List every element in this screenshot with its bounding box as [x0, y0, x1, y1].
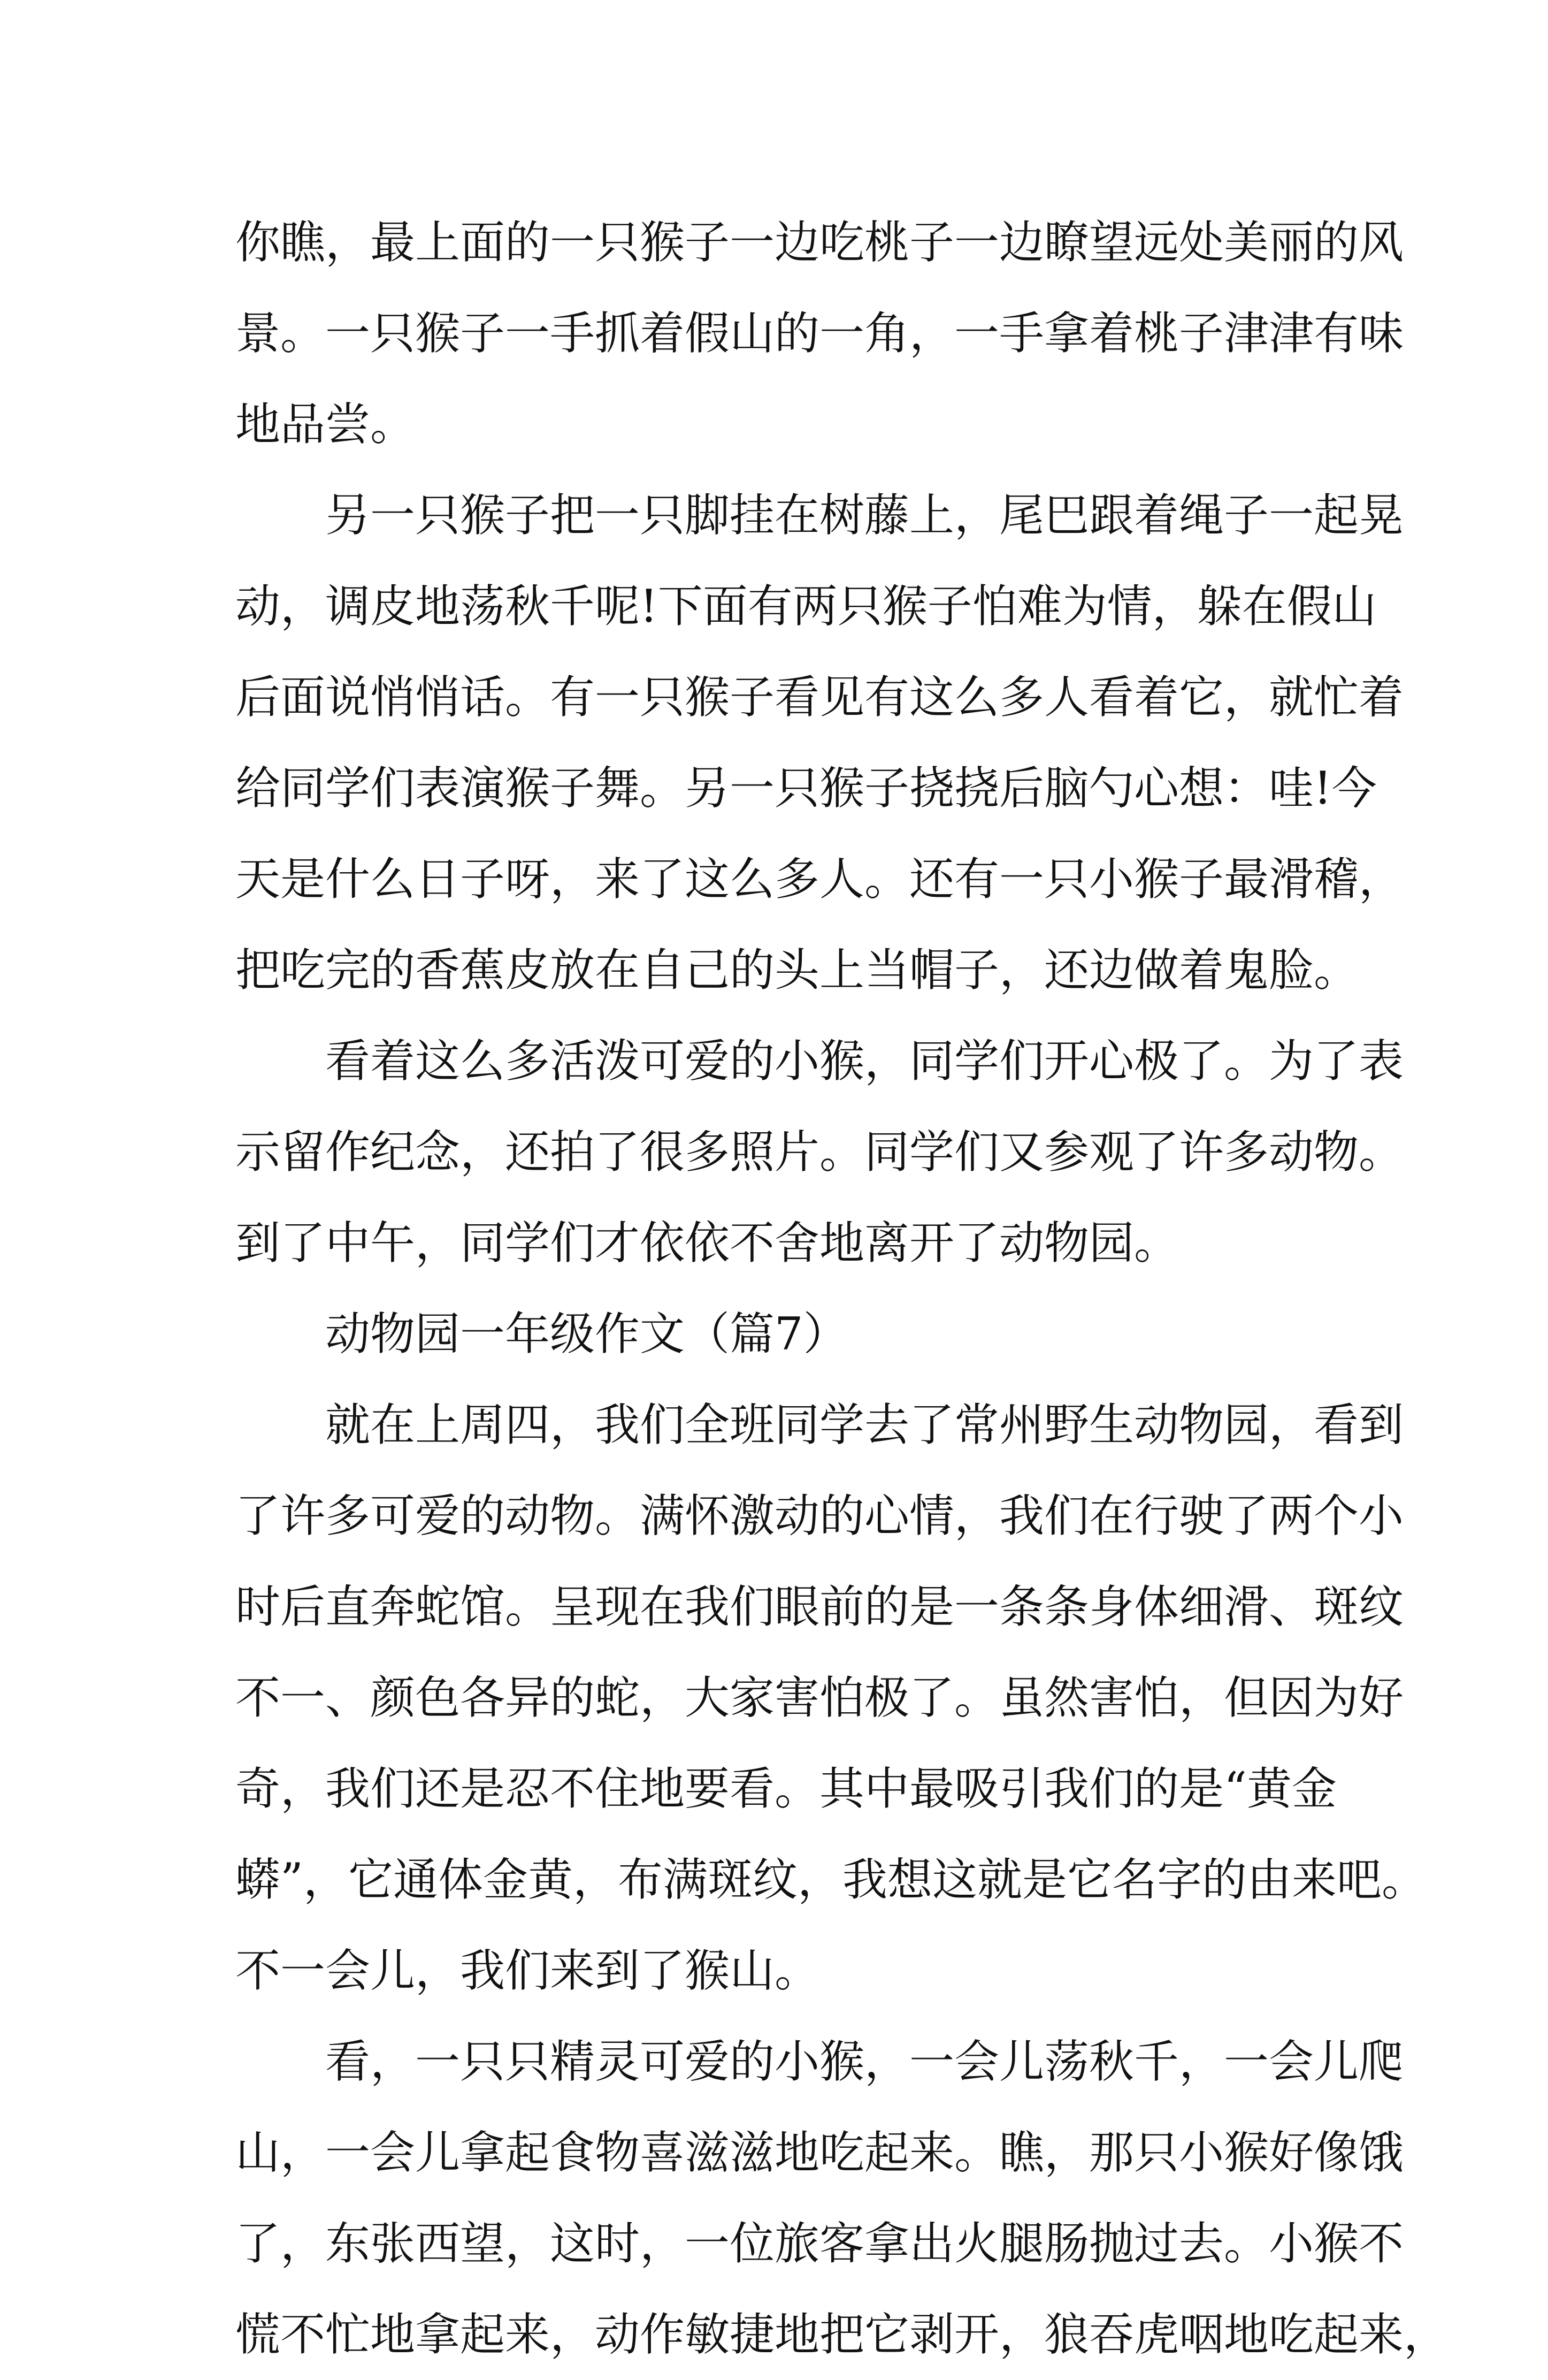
text-line: 你瞧，最上面的一只猴子一边吃桃子一边瞭望远处美丽的风 — [235, 216, 1404, 269]
text-line: 后面说悄悄话。有一只猴子看见有这么多人看着它，就忙着 — [235, 671, 1404, 723]
text-line: 把吃完的香蕉皮放在自己的头上当帽子，还边做着鬼脸。 — [235, 944, 1359, 996]
text-line: 地品尝。 — [235, 398, 416, 451]
paragraph — [235, 1016, 1404, 1288]
paragraph — [235, 470, 1404, 1016]
text-line: 奇，我们还是忍不住地要看。其中最吸引我们的是“黄金 — [235, 1763, 1337, 1815]
text-line: 动，调皮地荡秋千呢!下面有两只猴子怕难为情，躲在假山 — [235, 580, 1377, 632]
text-line: 到了中午，同学们才依依不舍地离开了动物园。 — [235, 1217, 1179, 1269]
text-line: 时后直奔蛇馆。呈现在我们眼前的是一条条身体细滑、斑纹 — [235, 1581, 1404, 1633]
text-line: 看着这么多活泼可爱的小猴，同学们开心极了。为了表 — [325, 1035, 1404, 1087]
text-line: 慌不忙地拿起来，动作敏捷地把它剥开，狼吞虎咽地吃起来， — [235, 2308, 1449, 2361]
text-line: 景。一只猴子一手抓着假山的一角，一手拿着桃子津津有味 — [235, 307, 1404, 360]
text-line: 示留作纪念，还拍了很多照片。同学们又参观了许多动物。 — [235, 1126, 1404, 1178]
text-line: 了许多可爱的动物。满怀激动的心情，我们在行驶了两个小 — [235, 1490, 1404, 1542]
text-line: 给同学们表演猴子舞。另一只猴子挠挠后脑勺心想：哇!今 — [235, 762, 1377, 814]
text-line: 不一、颜色各异的蛇，大家害怕极了。虽然害怕，但因为好 — [235, 1672, 1404, 1724]
text-line: 山，一会儿拿起食物喜滋滋地吃起来。瞧，那只小猴好像饿 — [235, 2126, 1404, 2179]
text-line: 天是什么日子呀，来了这么多人。还有一只小猴子最滑稽， — [235, 853, 1404, 905]
paragraph — [235, 1379, 1427, 2016]
text-line: 蟒”，它通体金黄，布满斑纹，我想这就是它名字的由来吧。 — [235, 1853, 1427, 1906]
paragraph — [235, 2016, 1449, 2380]
document-page — [235, 197, 1449, 2380]
text-line: 不一会儿，我们来到了猴山。 — [235, 1944, 820, 1997]
paragraph — [235, 197, 1404, 470]
text-line: 就在上周四，我们全班同学去了常州野生动物园，看到 — [325, 1399, 1404, 1451]
text-line: 另一只猴子把一只脚挂在树藤上，尾巴跟着绳子一起晃 — [325, 489, 1404, 541]
text-line: 看，一只只精灵可爱的小猴，一会儿荡秋千，一会儿爬 — [325, 2035, 1404, 2088]
section-heading: 动物园一年级作文（篇7） — [325, 1308, 848, 1360]
text-line: 了，东张西望，这时，一位旅客拿出火腿肠抛过去。小猴不 — [235, 2217, 1404, 2270]
